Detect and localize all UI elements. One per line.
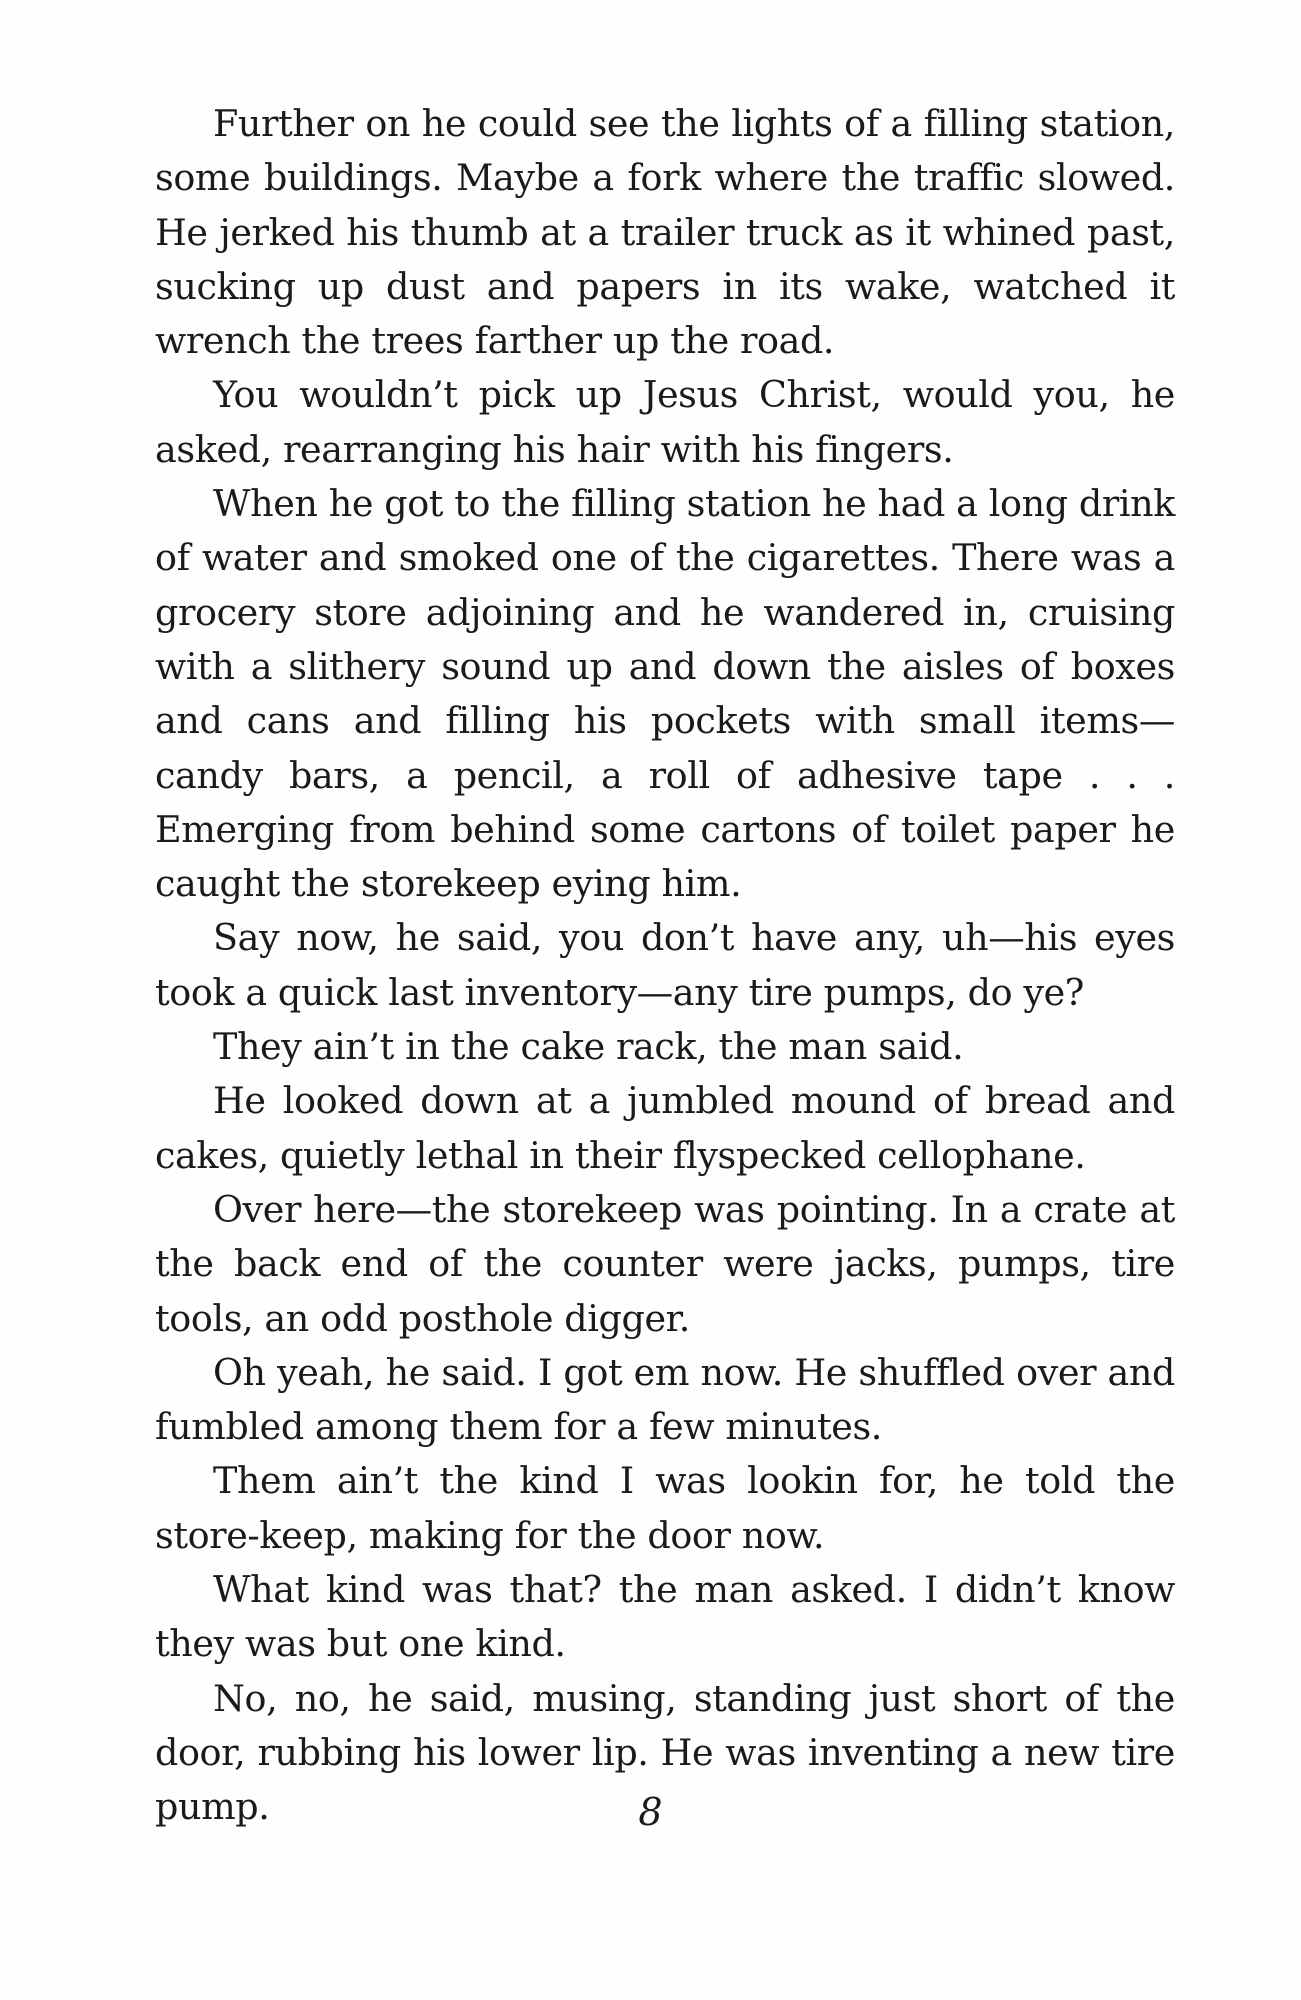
paragraph: When he got to the filling station he had a long drink of water and smoked one of the cigarettes. There was a grocery store adjoining and he wandered in, cruising with a slithery sound up and down the aisles of boxes and cans and filling his pockets with small items—candy bars, a pencil, a roll of adhesive tape . . . Emerging from behind some cartons of toilet paper he caught the storekeep eying him. (155, 482, 1175, 906)
paragraph: Say now, he said, you don’t have any, uh—his eyes took a quick last inventory—any tire pumps, do ye? (155, 916, 1175, 1014)
paragraph: You wouldn’t pick up Jesus Christ, would you, he asked, rearranging his hair with his fingers. (155, 373, 1175, 471)
page-number: 8 (638, 1790, 663, 1834)
paragraph: They ain’t in the cake rack, the man said. (213, 1025, 964, 1069)
paragraph: What kind was that? the man asked. I didn’t know they was but one kind. (155, 1568, 1175, 1666)
paragraph: He looked down at a jumbled mound of bread and cakes, quietly lethal in their flyspecked cellophane. (155, 1079, 1175, 1177)
body-text (155, 97, 1175, 1835)
paragraph: Over here—the storekeep was pointing. In a crate at the back end of the counter were jacks, pumps, tire tools, an odd posthole digger. (155, 1187, 1175, 1340)
paragraph: Oh yeah, he said. I got em now. He shuffled over and fumbled among them for a few minutes. (155, 1350, 1175, 1449)
paragraph: Further on he could see the lights of a filling station, some buildings. Maybe a fork where the traffic slowed. He jerked his thumb at a trailer truck as it whined past, sucking up dust and papers in its wake, watched it wrench the trees farther up the road. (155, 102, 1175, 363)
paragraph: No, no, he said, musing, standing just short of the door, rubbing his lower lip. He was inventing a new tire pump. (155, 1676, 1175, 1829)
paragraph: Them ain’t the kind I was lookin for, he told the store-keep, making for the door now. (155, 1459, 1175, 1557)
